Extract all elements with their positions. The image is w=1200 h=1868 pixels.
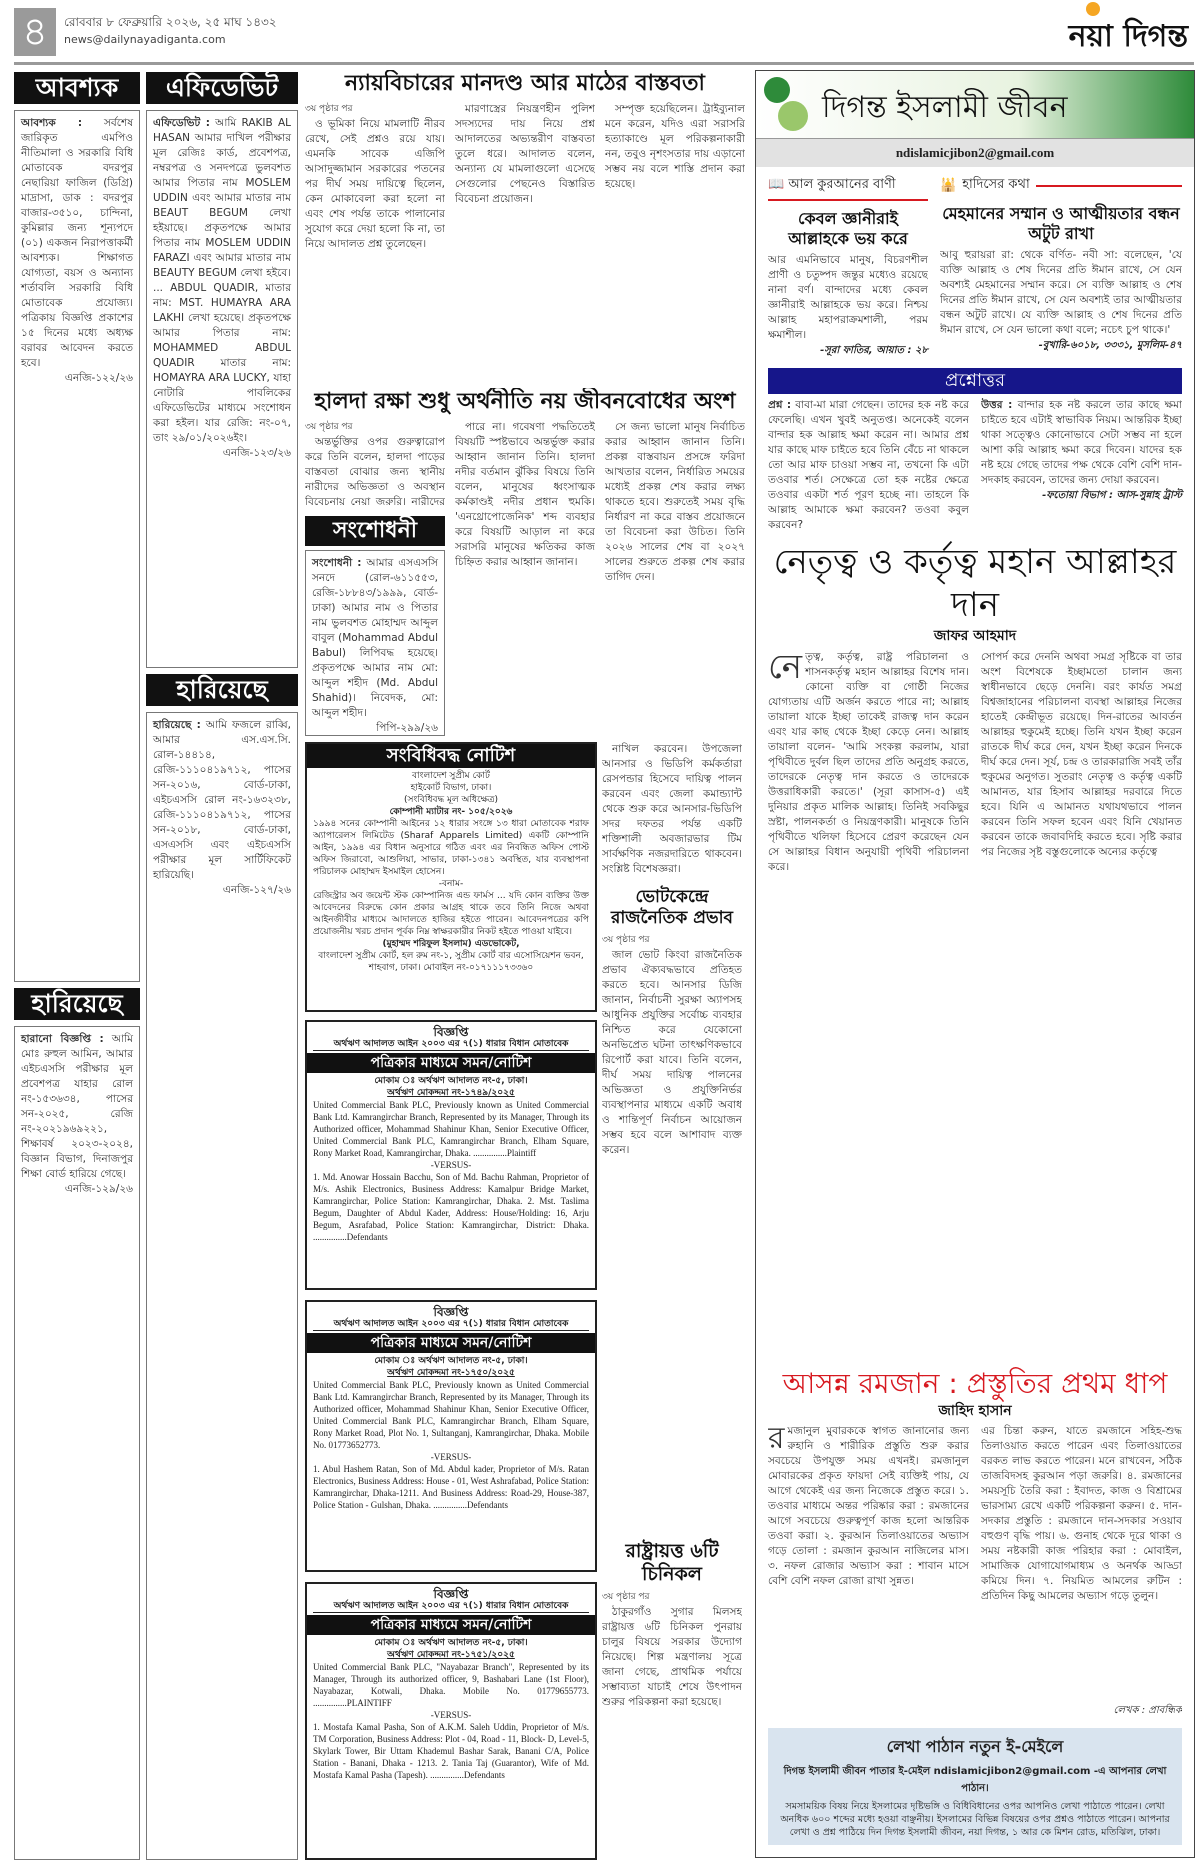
lost2-lead: হারানো বিজ্ঞপ্তি : xyxy=(21,1033,104,1045)
article2-col2: পারে না। গবেষণা পদ্ধতিতেই বিষয়টি স্পষ্টভাবে অন্তর্ভুক্ত করার আহ্বান জানান তিনি। হালদা নদীর বর্তমান ঝুঁকির বিষয়ে তিনি বলেন, মানুষের ধ্বংসাত্মক কর্মকাণ্ডই নদীর প্রধান হুমকি। 'এনথ্রোপোজেনিক' শব্দ ব্যবহার করে বিষয়টি আড়াল না করে সরাসরি মানুষের ক্ষতিকর কাজ চিহ্নিত করার আহ্বান জানান। xyxy=(455,420,595,568)
sugar-mills-text: ৩য় পৃষ্ঠার পর ঠাকুরগাঁও সুগার মিলসহ রাষ্ট্রায়ত্ত ৬টি চিনিকল পুনরায় চালুর বিষয়ে সরকার উদ্যোগ নিয়েছে। শিল্প মন্ত্রণালয় সূত্রে জানা গেছে, প্রাথমিক পর্যায়ে সম্ভাব্যতা যাচাই শেষে উৎপাদন শুরুর পরিকল্পনা করা হয়েছে। xyxy=(602,1592,742,1708)
lost1-lead: হারিয়েছে : xyxy=(153,719,201,731)
voting-center-text: ৩য় পৃষ্ঠার পর জাল ভোট কিংবা রাজনৈতিক প্রভাব ঐক্যবদ্ধভাবে প্রতিহত করতে হবে। আনসার ডিজি জানান, নির্বাচনী সুরক্ষা অ্যাপসহ আধুনিক প্রযুক্তির সর্বোচ্চ ব্যবহার নিশ্চিত করে যেকোনো অনভিপ্রেত ঘটনা তাৎক্ষণিকভাবে রিপোর্ট করা যাবে। তিনি বলেন, দীর্ঘ সময় দায়িত্ব পালনের অভিজ্ঞতা ও প্রযুক্তিনির্ভর ব্যবস্থাপনার মাধ্যমে একটি অবাধ ও শান্তিপূর্ণ নির্বাচন আয়োজন সম্ভব হবে বলে আশাবাদ ব্যক্ত করেন। xyxy=(602,934,742,1156)
lost2-text: আমি মোঃ রুহুল আমিন, আমার এইচএসসি পরীক্ষার মূল প্রবেশপত্র যাহার রোল নং-১৫৩৬৩৪, পাসের সন-২০২৫, রেজি নং-২০২১৯৬৯২২১, শিক্ষাবর্ষ ২০২৩-২০২৪, বিজ্ঞান বিভাগ, দিনাজপুর শিক্ষা বোর্ড হারিয়ে গেছে। xyxy=(21,1033,133,1180)
feature2-dropcap: র xyxy=(768,1424,785,1456)
mosque-decoration-icon xyxy=(764,77,790,103)
newspaper-logo: নয়া দিগন্ত xyxy=(1068,19,1188,54)
summons-notice-1: বিজ্ঞপ্তি অর্থঋণ আদালত আইন ২০০৩ এর ৭(১) ধারার বিধান মোতাবেক পত্রিকার মাধ্যমে সমন/নোটিশ মোকাম ঃ অর্থঋণ আদালত নং-৫, ঢাকা। অর্থঋণ মোকদ্দমা নং-১৭৪৯/২০২৫ United Commercial Bank PLC, Previously known as United Commercial Bank Ltd. Kamrangirchar Branch, Represented by its Manager, Through its Authorized officer, Mohammad Shahinur Khan, Senior Executive Officer, United Commercial Bank PLC, Kamrangirchar Branch, Elham Square, Rony Market Road, Kamrangirchar, Dhaka. ...............Plaintiff -VERSUS- 1. Md. Anowar Hossain Bacchu, Son of Md. Bachu Rahman, Proprietor of M/s. Ashik Electronics, Business Address: Kamalpur Bridge Market, Kamrangirchar, Police Station: Kamrangirchar, Dhaka. 2. Mst. Taslima Begum, Daughter of Abdul Kader, Address: House/Holding: 16, Arju Begum, Asrafabad, Police Station: Kamrangirchar, District: Dhaka. ...............Defendants xyxy=(305,1020,597,1290)
lost1-text: আমি ফজলে রাব্বি, আমার এস.এস.সি. রোল-১৪৪১৪, রেজি-১১১০৪১৯৭১২, পাসের সন-২০১৬, বোর্ড-ঢাকা, এইচএসসি রোল নং-১৬৩২৩৮, রেজি-১১১০৪১৯৭১২, পাসের সন-২০১৮, বোর্ড-ঢাকা, এসএসসি এবং এইচএসসি পরীক্ষার মূল সার্টিফিকেট হারিয়েছি। xyxy=(153,719,291,881)
lost1-ref: এনজি-১২৭/২৬ xyxy=(222,884,291,896)
quran-block xyxy=(768,175,928,360)
affidavit-lead: এফিডেভিট : xyxy=(153,117,210,129)
qa-question: প্রশ্ন : বাবা-মা মারা গেছেন। তাদের হক নষ্ট করে ফেলেছি। এখন খুবই অনুতপ্ত। অনেকেই বলেন বান্দার হক আল্লাহ ক্ষমা করেন না। আমার প্রশ্ন যার কাছে মাফ চাইতে হবে তিনি বেঁচে না থাকলে তো আর মাফ চাওয়া সম্ভব না, তখনো কি এটা তওবার শর্ত। সেক্ষেত্রে তো হক নষ্টের ক্ষেত্রে তওবার একটা শর্ত পূরণ হচ্ছে না। তাহলে কি আল্লাহ আমাকে ক্ষমা করবেন? তওবা কবুল করবেন? xyxy=(768,399,969,531)
qa-title: প্রশ্নোত্তর xyxy=(768,368,1182,394)
islamic-jibon-section xyxy=(755,70,1195,1858)
article1-headline: ন্যায়বিচারের মানদণ্ড আর মাঠের বাস্তবতা xyxy=(345,71,705,96)
feature1-col2: সোপর্দ করে দেননি অথবা সমগ্র সৃষ্টিকে বা তার অংশ বিশেষকে ইচ্ছামতো চালান জন্য স্বাধীনভাবে ছেড়ে দেননি। বরং কার্যত সমগ্র বিশ্বজাহানের পরিচালনা ব্যবস্থা আল্লাহর নিজের হাতেই কেন্দ্রীভূত রয়েছে। দিন-রাতের আবর্তন আল্লাহর হুকুমেই হচ্ছে। তিনি যখন ইচ্ছা করেন রাতকে দীর্ঘ করে দেন, যখন ইচ্ছা করেন দিনকে দীর্ঘ করে দেন। সূর্য, চন্দ্র ও তারকারাজি সবই তাঁর হুকুমের অনুগত। সুতরাং নেতৃত্ব ও কর্তৃত্ব একটি আমানত, যার হিসাব আল্লাহর দরবারে দিতে হবে। যিনি এ আমানত যথাযথভাবে পালন করবেন তিনি সফল হবেন এবং যিনি খেয়ানত করবেন তাকে জবাবদিহি করতে হবে। সৃষ্টি করার পর নিজের সৃষ্ট বস্তুগুলোকে অন্যের কর্তৃত্বে xyxy=(981,650,1182,858)
summons-notice-3: বিজ্ঞপ্তি অর্থঋণ আদালত আইন ২০০৩ এর ৭(১) ধারার বিধান মোতাবেক পত্রিকার মাধ্যমে সমন/নোটিশ মোকাম ঃ অর্থঋণ আদালত নং-৫, ঢাকা। অর্থঋণ মোকদ্দমা নং-১৭৫১/২০২৫ United Commercial Bank PLC, "Nayabazar Branch", Represented by its Manager, Through its authorized officer, 9, Bashabari Lane (1st Floor), Nayabazar, Kotwali, Dhaka. Mobile No. 01779655773. ...............PLAINTIFF -VERSUS- 1. Mostafa Kamal Pasha, Son of A.K.M. Saleh Uddin, Proprietor of M/s. TM Corporation, Business Address: Plot - 04, Road - 11, Block- D, Level-5, Skylark Tower, Bir Uttam Khademul Bashar Sarak, Banani C/A, Police Station - Banani, Dhaka - 1213. 2. Tania Taj (Guarantor), Wife of Md. Mostafa Kamal Pasha (Tapesh). ...............Defendants xyxy=(305,1582,597,1860)
feature2-col1: রমজানুল মুবারককে স্বাগত জানানোর জন্য রুহানি ও শারীরিক প্রস্তুতি শুরু করার সবচেয়ে উপযুক্ত সময় এখনই। রমজানুল মোবারকের প্রকৃত ফায়দা সেই ব্যক্তিই পায়, যে আগে থেকেই এর জন্য নিজেকে প্রস্তুত করে। ১. তওবার মাধ্যমে অন্তর পরিষ্কার করা : রমজানের আগে সবচেয়ে গুরুত্বপূর্ণ কাজ হলো আন্তরিক তওবা করা। ২. কুরআন তিলাওয়াতের অভ্যাস গড়ে তোলা : রমজান কুরআন নাজিলের মাস। ৩. নফল রোজার অভ্যাস করা : শাবান মাসে বেশি বেশি নফল রোজা রাখা সুন্নত। xyxy=(768,1424,969,1587)
classified-affidavit xyxy=(146,72,298,668)
feature2-byline: লেখক : প্রাবন্ধিক xyxy=(1113,1705,1182,1716)
article1 xyxy=(305,70,745,382)
sun-logo-icon xyxy=(1086,2,1100,16)
lost1-title: হারিয়েছে xyxy=(146,674,298,706)
hadith-rule xyxy=(1036,185,1182,187)
article1-col3: সম্পৃক্ত হয়েছিলেন। ট্রাইব্যুনাল মনে করেন, যদিও এরা সরাসরি হত্যাকাণ্ডে মূল পরিকল্পনাকারী নন, তবুও নৃশংসতার দায় এড়ানো সম্ভব নয় বলে শাস্তি প্রদান করা হয়েছে। xyxy=(605,102,745,190)
news-column xyxy=(602,742,742,1860)
correction-text: আমার এসএসসি সনদে (রোল-৬১১৫৫৩, রেজি-১৮৮৪৩/১৯৯৯, বোর্ড-ঢাকা) আমার নাম ও পিতার নাম ভুলবশত মোহাম্মদ আব্দুল বাবুল (Mohammad Abdul Babul) লিপিবদ্ধ হয়েছে। প্রকৃতপক্ষে আমার নাম মো: আব্দুল শহীদ (Md. Abdul Shahid)। নিবেদক, মো: আব্দুল শহীদ। xyxy=(312,556,438,719)
affidavit-title: এফিডেভিট xyxy=(146,72,298,104)
submit-writing-box xyxy=(768,1728,1182,1845)
feature2-col2: এর চিন্তা করুন, যাতে রমজানে সহিহ-শুদ্ধ তিলাওয়াত করতে পারেন এবং তিলাওয়াতের বরকত লাভ করতে পারেন। মনে রাখবেন, সঠিক তাজবিদসহ কুরআন পড়া জরুরি। ৪. রমজানের সময়সূচি তৈরি করা : ইবাদত, কাজ ও বিশ্রামের ভারসাম্য রেখে একটি পরিকল্পনা করুন। ৫. দান-সদকার প্রস্তুতি : রমজানে দান-সদকার সওয়াব বহুগুণ বৃদ্ধি পায়। ৬. গুনাহ থেকে দূরে থাকা ও সময় নষ্টকারী কাজ পরিহার করা : মোবাইল, সামাজিক যোগাযোগমাধ্যম ও অনর্থক আড্ডা কমিয়ে দিন। ৭. নিয়মিত আমলের রুটিন : প্রতিদিন কিছু আমলের অভ্যাস গড়ে তুলুন। xyxy=(981,1425,1182,1602)
section-email: ndislamicjibon2@gmail.com xyxy=(756,139,1194,167)
issue-date: রোববার ৮ ফেব্রুয়ারি ২০২৬, ২৫ মাঘ ১৪৩২ xyxy=(64,15,277,29)
section-banner xyxy=(756,71,1194,139)
article2-headline: হালদা রক্ষা শুধু অর্থনীতি নয় জীবনবোধের অংশ xyxy=(314,389,736,414)
summons-notice-2: বিজ্ঞপ্তি অর্থঋণ আদালত আইন ২০০৩ এর ৭(১) ধারার বিধান মোতাবেক পত্রিকার মাধ্যমে সমন/নোটিশ মোকাম ঃ অর্থঋণ আদালত নং-৫, ঢাকা। অর্থঋণ মোকদ্দমা নং-১৭৫০/২০২৫ United Commercial Bank PLC, Previously known as United Commercial Bank Ltd. Kamrangirchar Branch, Represented by its Manager, Through its Authorized officer, Mohammad Shahinur Khan, Senior Executive Officer, United Commercial Bank PLC, Kamrangirchar Branch, Elham Square, Rony Market Road, Plot No. 1, Sultanganj, Kamrangirchar, Dhaka. Mobile No. 01773652773. -VERSUS- 1. Abul Hashem Ratan, Son of Md. Abdul kader, Proprietor of M/s. Ratan Electronics, Business Address: House - 01, West Ashrafabad, Police Station: Kamrangirchar, Dhaka-1211. And Business Address: Road-29, House-387, Police Station - Gulshan, Dhaka. ...............Defendants xyxy=(305,1300,597,1572)
submit-title: লেখা পাঠান নতুন ই-মেইলে xyxy=(886,1737,1064,1756)
classified-abosshok xyxy=(14,72,140,982)
header-email: news@dailynayadiganta.com xyxy=(64,33,226,46)
classified-lost-1 xyxy=(146,674,298,1860)
section-title: দিগন্ত ইসলামী জীবন xyxy=(822,90,1068,125)
quran-label: আল কুরআনের বাণী xyxy=(788,177,896,192)
header-rule xyxy=(14,62,1194,65)
quran-book-icon: 📖 xyxy=(768,177,785,192)
article2-col3: সে জন্য ভালো মানুষ নির্বাচিত করার আহ্বান জানান তিনি। প্রকল্প বাস্তবায়ন প্রসঙ্গে ফরিদা আখতার বলেন, নির্ধারিত সময়ের মধ্যেই প্রকল্প শেষ করার লক্ষ্য থাকতে হবে। শুরুতেই সময় বৃদ্ধি নির্ধারণ না করে বাস্তব প্রয়োজনে তা বিবেচনা করা উচিত। তিনি ২০২৬ সালের শেষ বা ২০২৭ সালের শুরুতে প্রকল্প শেষ করার তাগিদ দেন। xyxy=(605,420,745,583)
lost2-ref: এনজি-১২৯/২৬ xyxy=(64,1183,133,1195)
page-number: ৪ xyxy=(14,8,56,56)
statutory-notice-title: সংবিধিবদ্ধ নোটিশ xyxy=(307,744,595,768)
abosshok-ref: এনজি-১২২/২৬ xyxy=(64,372,133,384)
feature1-col1: নেতৃত্ব, কর্তৃত্ব, রাষ্ট্র পরিচালনা ও শাসনকর্তৃত্ব মহান আল্লাহর বিশেষ দান। কোনো ব্যক্তি বা গোষ্ঠী নিজের যোগ্যতায় এটি অর্জন করতে পারে না; আল্লাহ তায়ালা যাকে ইচ্ছা তাকেই রাজত্ব দান করেন এবং যার কাছ থেকে ইচ্ছা কেড়ে নেন। আল্লাহ তায়ালা বলেন- 'আমি সংকল্প করলাম, যারা পৃথিবীতে দুর্বল ছিল তাদের প্রতি অনুগ্রহ করতে, তাদেরকে নেতৃত্ব দান করতে ও তাদেরকে উত্তরাধিকারী করতে।' (সূরা কাসাস-৫) এই দুনিয়ার প্রকৃত মালিক আল্লাহ। তিনিই সবকিছুর স্রষ্টা, পালনকর্তা ও নিয়ন্ত্রণকারী। মানুষকে তিনি পৃথিবীতে খলিফা হিসেবে প্রেরণ করেছেন যেন সে আল্লাহর বিধান অনুযায়ী পৃথিবী পরিচালনা করে। xyxy=(768,649,969,873)
correction-title: সংশোধনী xyxy=(305,516,445,546)
quran-title: কেবল জ্ঞানীরাই আল্লাহকে ভয় করে xyxy=(788,209,908,248)
hadith-title: মেহমানের সম্মান ও আত্মীয়তার বন্ধন অটুট রাখা xyxy=(942,204,1180,243)
abosshok-text: সর্বশেষ জারিকৃত এমপিও নীতিমালা ও সরকারি বিধি মোতাবেক বদরপুর নেছারিয়া ফাজিল (ডিগ্রি) মাদ্রাসা, ডাক : বদরপুর বাজার-৩৫১০, চান্দিনা, কুমিল্লার জন্য শূন্যপদে (০১) একজন নিরাপত্তাকর্মী আবশ্যক। শিক্ষাগত যোগ্যতা, বয়স ও অন্যান্য শর্তাবলি সরকারি বিধি মোতাবেক প্রযোজ্য। পত্রিকায় বিজ্ঞপ্তি প্রকাশের ১৫ দিনের মধ্যে অধ্যক্ষ বরাবর আবেদন করতে হবে। xyxy=(21,117,133,369)
mosque-icon: 🕌 xyxy=(940,178,957,193)
qa-source: -ফতোয়া বিভাগ : আস-সুন্নাহ ট্রাস্ট xyxy=(1042,490,1182,501)
voting-center-headline: ভোটকেন্দ্রে রাজনৈতিক প্রভাব xyxy=(611,887,733,929)
affidavit-ref: এনজি-১২৩/২৬ xyxy=(222,447,291,459)
article2-col1: ৩য় পৃষ্ঠার পর অন্তর্ভুক্তির ওপর গুরুত্বারোপ করে তিনি বলেন, হালদা পাড়ের বাস্তবতা বোঝার জন্য স্থানীয় নারীদের অভিজ্ঞতা ও অবস্থান বিবেচনায় নেয়া জরুরি। নারীদের xyxy=(305,421,445,508)
hadith-label: হাদিসের কথা xyxy=(962,177,1030,192)
affidavit-text: আমি RAKIB AL HASAN আমার দাখিল পরীক্ষার মূল রেজিঃ কার্ড, প্রবেশপত্র, নম্বরপত্র ও সনদপত্রে ভুলবশত আমার পিতার নাম MOSLEM UDDIN এবং আমার মাতার নাম BEAUT BEGUM লেখা হইয়াছে। প্রকৃতপক্ষে আমার পিতার নাম MOSLEM UDDIN FARAZI এবং আমার মাতার নাম BEAUTY BEGUM লেখা হইবে। ... ABDUL QUADIR, মাতার নাম: MST. HUMAYRA ARA LAKHI লেখা হয়েছে। প্রকৃতপক্ষে আমার পিতার নাম: MOHAMMED ABDUL QUADIR মাতার নাম: HOMAYRA ARA LUCKY, যাহা নোটারি পাবলিকের এফিডেভিটের মাধ্যমে সংশোধন করা হইল। যার রেজি: নং-০৭, তাং ২৯/০১/২০২৬ইং। xyxy=(153,117,291,444)
quran-text: আর এমনিভাবে মানুষ, বিচরণশীল প্রাণী ও চতুষ্পদ জন্তুর মধ্যেও রয়েছে নানা বর্ণ। বান্দাদের মধ্যে কেবল জ্ঞানীরাই আল্লাহকে ভয় করে। নিশ্চয় আল্লাহ মহাপরাক্রমশালী, পরম ক্ষমাশীল। xyxy=(768,254,928,341)
hadith-source: -বুখারি-৬০১৮, ৩৩৩১, মুসলিম-৪৭ xyxy=(1038,340,1182,351)
statutory-notice: সংবিধিবদ্ধ নোটিশ বাংলাদেশ সুপ্রীম কোর্ট হাইকোর্ট বিভাগ, ঢাকা। (সংবিধিবদ্ধ মূল অধিক্ষেত্র) কোম্পানী ম্যাটার নং- ১০৫/২০২৬ ১৯৯৪ সনের কোম্পানী আইনের ১২ ধারার সংঙ্গে ১৩ ধারা মোতাবেক শরাফ অ্যাপারেলস লিমিটেড (Sharaf Apparels Limited) একটি কোম্পানি আইন, ১৯৯৪ এর বিধান অনুসারে গঠিত এবং এর নিবন্ধিত অফিস পোস্ট অফিস জিরাবো, আশুলিয়া, সাভার, ঢাকা-১৩৪১ অবস্থিত, যার ব্যবস্থাপনা পরিচালক মোহাম্মদ ইসমাইল হোসেন। -বনাম- রেজিস্ট্রার অব জয়েন্ট স্টক কোম্পানিজ এন্ড ফার্মস ... যদি কোন ব্যক্তির উক্ত আবেদনের বিরুদ্ধে কোন প্রকার আগ্রহ থাকে তবে তিনি নিজে অথবা আইনজীবীর মাধ্যমে আদালতে হাজির হইতে পারেন। আবেদনপত্রের কপি প্রয়োজনীয় খরচ প্রদান পূর্বক নিম্ন স্বাক্ষরকারীর নিকট হইতে পাওয়া যাইবে। (মুহাম্মদ শরিফুল ইসলাম) এডভোকেট, বাংলাদেশ সুপ্রীম কোর্ট, হল রুম নং-১, সুপ্রীম কোর্ট বার এসোসিয়েশন ভবন, শাহবাগ, ঢাকা। মোবাইল নং-০১৭১১১৭৩৩৬০ xyxy=(305,742,597,1012)
sugar-mills-headline: রাষ্ট্রায়ত্ত ৬টি চিনিকল xyxy=(625,1539,719,1586)
feature1-headline: নেতৃত্ব ও কর্তৃত্ব মহান আল্লাহর দান xyxy=(773,542,1177,625)
article1-col1: ৩য় পৃষ্ঠার পর ও ভূমিকা নিয়ে মামলাটি নীরব রেখে, সেই প্রশ্নও রয়ে যায়। এমনকি সাবেক এজিপি আসাদুজ্জামান সরকারের পতনের পর দীর্ঘ সময় দায়িত্বে ছিলেন, কেন মোকাবেলা করা হলো না এবং শেষ পর্যন্ত তাকে পালানোর সুযোগ করে দেয়া হলো কি না, তা নিয়ে আদালত প্রশ্ন তুলেছেন। xyxy=(305,103,445,250)
correction-notice: সংশোধনী সংশোধনী : আমার এসএসসি সনদে (রোল-৬১১৫৫৩, রেজি-১৮৮৪৩/১৯৯৯, বোর্ড-ঢাকা) আমার নাম ও পিতার নাম ভুলবশত মোহাম্মদ আব্দুল বাবুল (Mohammad Abdul Babul) লিপিবদ্ধ হয়েছে। প্রকৃতপক্ষে আমার নাম মো: আব্দুল শহীদ (Md. Abdul Shahid)। নিবেদক, মো: আব্দুল শহীদ। পিপি-২৯৯/২৬ xyxy=(305,516,445,737)
hadith-block xyxy=(940,175,1182,360)
abosshok-title: আবশ্যক xyxy=(14,72,140,104)
qa-answer: উত্তর : বান্দার হক নষ্ট করলে তার কাছে ক্ষমা চাইতে হবে এটাই স্বাভাবিক নিয়ম। আন্তরিক ইচ্ছা থাকা সত্ত্বেও কোনোভাবে সেটা সম্ভব না হলে আশা করি আল্লাহ ক্ষমা করে দিবেন। যাদের হক নষ্ট হয়ে গেছে তাদের পক্ষ থেকে বেশি বেশি দান-সদকাহ করবেন, তাদের জন্য দোয়া করবেন। xyxy=(981,399,1182,486)
article1-col2: মারণাস্ত্রের নিয়ন্ত্রণহীন পুলিশ সদস্যদের দায় নিয়ে প্রশ্ন আদালতের অভ্যন্তরীণ বাস্তবতা তুলে ধরে। আদালত বলেন, অন্যান্য যে মামলাগুলো এসেছে সেগুলোর পেছনেও বিস্তারিত বিবেচনা প্রয়োজন। xyxy=(455,102,595,205)
news-continued-text: নাখিল করবেন। উপজেলা আনসার ও ভিডিপি কর্মকর্তারা রেসপন্ডার হিসেবে দায়িত্ব পালন করবেন এবং জেলা কমান্ড্যান্ট থেকে শুরু করে আনসার-ভিডিপি সদর দফতর পর্যন্ত একটি শক্তিশালী অবজারভার টিম সার্বক্ষণিক নজরদারিতে থাকবেন। সংশ্লিষ্ট বিশেষজ্ঞরা। xyxy=(602,743,742,875)
continued-label: ৩য় পৃষ্ঠার পর xyxy=(305,103,353,114)
feature2-author: জাহিদ হাসান xyxy=(938,1402,1012,1419)
classified-lost-2 xyxy=(14,988,140,1860)
feature1-author: জাফর আহমাদ xyxy=(933,628,1017,644)
article2 xyxy=(305,388,745,736)
abosshok-lead: আবশ্যক : xyxy=(21,117,83,129)
quran-source: -সূরা ফাতির, আয়াত : ২৮ xyxy=(820,345,928,356)
feature1-dropcap: নে xyxy=(768,649,803,687)
submit-line2: সমসাময়িক বিষয় নিয়ে ইসলামের দৃষ্টিভঙ্গি ও বিধিবিধানের ওপর আপনিও লেখা পাঠাতে পারেন। লেখা অনধিক ৬০০ শব্দের মধ্যে হওয়া বাঞ্ছনীয়। ইসলামের বিভিন্ন বিষয়ের ওপর প্রশ্নও পাঠাতে পারেন। আপনার লেখা ও প্রশ্ন পাঠিয়ে দিন দিগন্ত ইসলামী জীবন, নয়া দিগন্ত, ১ আর কে মিশন রোড, মতিঝিল, ঢাকা। xyxy=(780,1801,1170,1838)
submit-line1: দিগন্ত ইসলামী জীবন পাতার ই-মেইল ndislamicjibon2@gmail.com -এ আপনার লেখা পাঠান। xyxy=(783,1766,1167,1794)
lost2-title: হারিয়েছে xyxy=(14,988,140,1020)
hadith-text: আবু হুরায়রা রা: থেকে বর্ণিত- নবী সা: বলেছেন, 'যে ব্যক্তি আল্লাহ ও শেষ দিনের প্রতি ঈমান রাখে, সে যেন অবশ্যই মেহমানের সম্মান করে। সে ব্যক্তি আল্লাহ ও শেষ দিনের প্রতি ঈমান রাখে, সে যেন অবশ্যই তার আত্মীয়তার বন্ধন অটুট রাখে। যে ব্যক্তি আল্লাহ ও শেষ দিনের প্রতি ঈমান রাখে, সে যেন ভালো কথা বলে; নচেৎ চুপ থাকে।' xyxy=(940,249,1182,336)
decoration-circle-icon xyxy=(778,101,808,131)
feature2-headline: আসন্ন রমজান : প্রস্তুতির প্রথম ধাপ xyxy=(782,1366,1168,1400)
